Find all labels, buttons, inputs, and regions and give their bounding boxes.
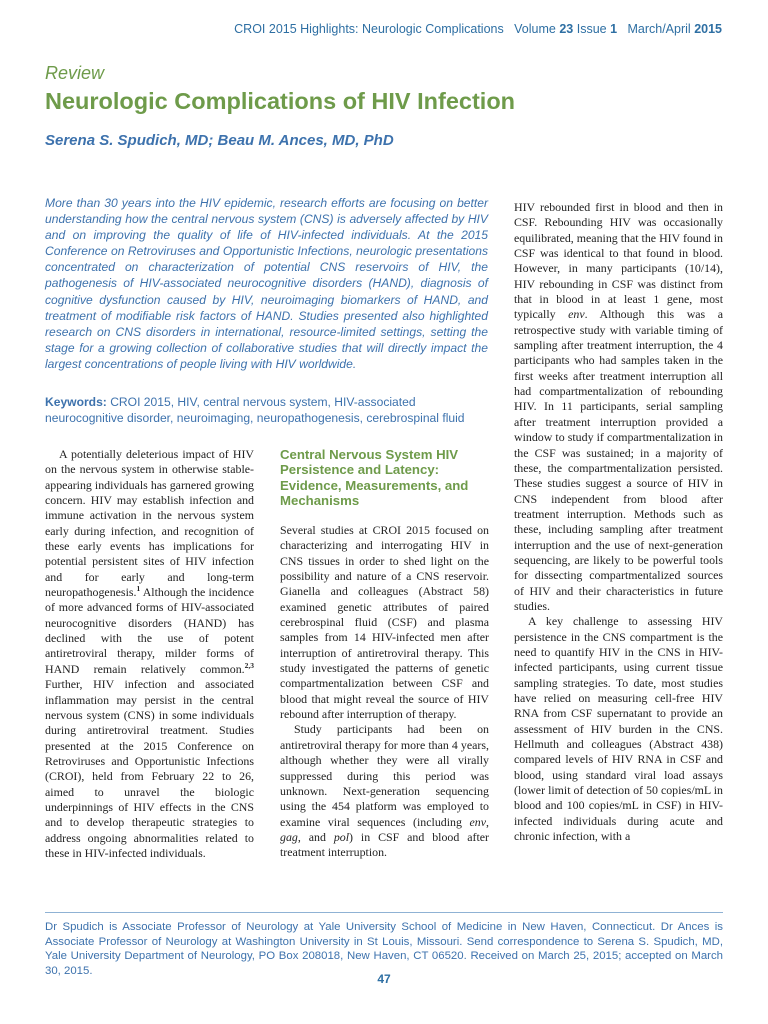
intro-text-2: Although the incidence of more advanced forms of HIV-associated neurocognitive disorders (HAND) has declined with the use of potent antiretroviral therapy, milder forms of HAND remain relatively common. bbox=[45, 585, 254, 676]
volume-number: 23 bbox=[559, 22, 574, 36]
column-middle bbox=[280, 523, 489, 861]
citation-ref: 1 bbox=[136, 584, 141, 594]
intro-text-3: Further, HIV infection and associated inflammation may persist in the central nervous system (CNS) in some individuals during antiretroviral treatment. Studies presented at the 2015 Conference on Retroviruses and Opportunistic Infections (CROI), held from February 22 to 26, aimed to unravel the biologic underpinnings of HIV effects in the CNS and to develop therapeutic strategies to address ongoing abnormalities related to these in HIV-infected individuals. bbox=[45, 677, 254, 860]
keywords bbox=[45, 394, 490, 426]
body-paragraph bbox=[280, 722, 489, 860]
running-header bbox=[0, 22, 722, 36]
author-affiliation: Dr Spudich is Associate Professor of Neurology at Yale University School of Medicine in New Haven, Connecticut. Dr Ances is Associate Professor of Neurology at Washington University in St Louis, Missouri. Send correspondence to Serena S. Spudich, MD, Yale University Department of Neurology, PO Box 208018, New Haven, CT 06520. Received on March 25, 2015; accepted on March 30, 2015. bbox=[45, 921, 723, 977]
keywords-text: CROI 2015, HIV, central nervous system, HIV-associated neurocognitive disorder, neuroimaging, neuropathogenesis, cerebrospinal fluid bbox=[45, 395, 465, 426]
citation-ref: 2,3 bbox=[244, 660, 254, 670]
keywords-label: Keywords: bbox=[45, 395, 107, 409]
body-paragraph bbox=[514, 200, 723, 614]
body-paragraph: A key challenge to assessing HIV persistence in the CNS compartment is the need to quantify HIV in the CNS in HIV-infected participants, using current tissue sampling strategies. To date, most studies have relied on measuring cell-free HIV RNA from CSF supernatant to provide an assessment of HIV burden in the CNS. Hellmuth and colleagues (Abstract 438) compared levels of HIV RNA in CSF and blood, using standard viral load assays (lower limit of detection of 50 copies/mL in blood and 100 copies/mL in CSF) in HIV-infected individuals during acute and chronic infection, with a bbox=[514, 614, 723, 844]
column-left bbox=[45, 447, 254, 861]
abstract: More than 30 years into the HIV epidemic, research efforts are focusing on better understanding how the central nervous system (CNS) is adversely affected by HIV and on improving the quality of life of HIV-infected individuals. At the 2015 Conference on Retroviruses and Opportunistic Infections, neurologic presentations concentrated on characterization of potential CNS reservoirs of HIV, the pathogenesis of HIV-associated neurocognitive disorders (HAND), diagnosis of cognitive dysfunction caused by HIV, neuroimaging biomarkers of HAND, and treatment of modifiable risk factors of HAND. Studies presented also highlighted research on CNS disorders in international, resource-limited settings, setting the stage for a growing collection of collaborative studies that will directly impact the largest concentrations of people living with HIV worldwide. bbox=[45, 196, 488, 371]
issue-label: Issue bbox=[576, 22, 607, 36]
body-text: . Although this was a retrospective study with variable timing of sampling after treatment interruption, the 4 participants who had samples taken in the first weeks after treatment interruption all had compartmentalization of rebounding HIV. In 11 participants, serial sampling after treatment interruption provided a window to study if compartmentalization in the CSF was sustained; in a majority of these, the compartmentalization persisted. These studies suggest a source of HIV in CNS independent from blood after treatment interruption. Methods such as these, including sampling after treatment interruption and the use of next-generation sequencing, are likely to be powerful tools for dissecting compartmentalized sources of HIV and their characteristics in future studies. bbox=[514, 307, 723, 613]
gene-name: env bbox=[568, 307, 585, 322]
body-text: ) in CSF and blood after treatment interruption. bbox=[280, 829, 490, 860]
gene-name: env bbox=[469, 814, 487, 829]
intro-paragraph bbox=[45, 447, 254, 861]
issue-year: 2015 bbox=[694, 22, 722, 36]
body-text: Study participants had been on antiretroviral therapy for more than 4 years, although whether they were all virally suppressed during this period was unknown. Next-generation sequencing using the 454 platform was employed to examine viral sequences (including bbox=[280, 722, 489, 829]
issue-number: 1 bbox=[610, 22, 618, 36]
gene-name: gag bbox=[280, 829, 298, 844]
footer-divider bbox=[45, 912, 723, 913]
section-heading: Central Nervous System HIV Persistence and Latency: Evidence, Measurements, and Mechanisms bbox=[280, 447, 469, 509]
article-title: Neurologic Complications of HIV Infection bbox=[45, 88, 516, 114]
body-paragraph: Several studies at CROI 2015 focused on characterizing and interrogating HIV in CNS tissues in order to shed light on the possibility and nature of a CNS reservoir. Gianella and colleagues (Abstract 58) examined genetic attributes of paired cerebrospinal fluid (CSF) and plasma samples from 14 HIV-infected men after interruption of antiretroviral therapy. This study investigated the patterns of genetic compartmentalization between CSF and blood that might reveal the source of HIV rebound after interruption of therapy. bbox=[280, 523, 489, 722]
article-authors: Serena S. Spudich, MD; Beau M. Ances, MD, PhD bbox=[45, 132, 394, 149]
section-label: Review bbox=[45, 63, 105, 83]
gene-name: pol bbox=[333, 829, 350, 844]
body-text: HIV rebounded first in blood and then in CSF. Rebounding HIV was occasionally equilibrated, meaning that the HIV found in CSF was identical to that found in blood. However, in many participants (10/14), HIV rebounding in CSF was distinct from that in blood in at least 1 gene, most typically bbox=[514, 200, 723, 322]
column-right bbox=[514, 200, 723, 844]
journal-title: CROI 2015 Highlights: Neurologic Complications bbox=[234, 22, 504, 36]
issue-date: March/April bbox=[627, 22, 691, 36]
volume-label: Volume bbox=[514, 22, 556, 36]
body-text: , bbox=[486, 814, 489, 829]
body-text: , and bbox=[297, 829, 334, 844]
page-number: 47 bbox=[377, 972, 391, 986]
intro-text-1: A potentially deleterious impact of HIV on the nervous system in otherwise stable-appearing individuals has garnered growing concern. HIV may establish infection and immune activation in the nervous system early during infection, and recognition of these early events has implications for potential persistent sites of HIV infection and for early and long-term neuropathogenesis. bbox=[45, 447, 254, 600]
